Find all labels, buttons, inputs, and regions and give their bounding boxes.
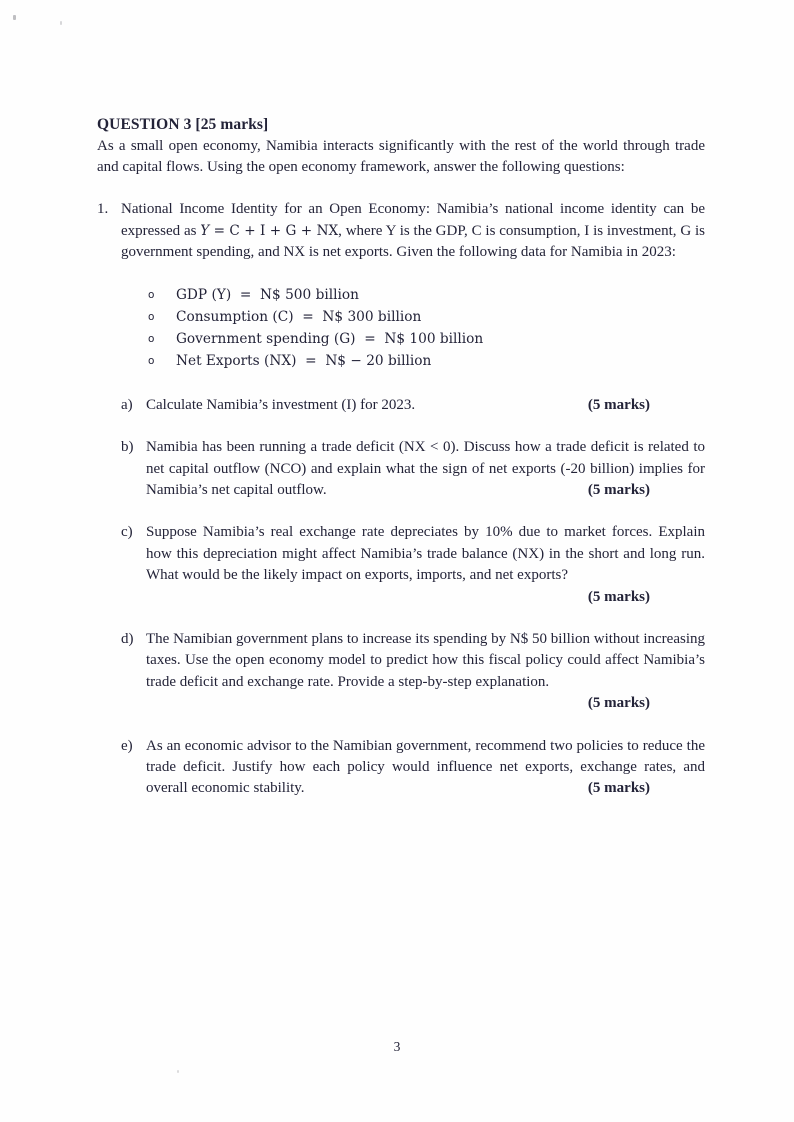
circle-bullet-icon: o [148,333,155,346]
subquestion-letter: c) [121,524,133,541]
data-item-gdp: GDP (Y) = N$ 500 billion [176,286,359,303]
formula-rhs: = C + I + G + NX [209,222,339,239]
scan-artifact [177,1070,179,1073]
question-block [97,114,705,800]
subquestion-letter: d) [121,630,134,647]
item-1-text-after-formula: , where Y is the GDP, C is consumption, I is investment, G is government spending, and NX is net exports. Given the following data for Namibia in 2023: [121,222,705,261]
marks-label: (5 marks) [587,780,650,797]
page-number: 3 [393,1039,401,1054]
question-heading: QUESTION 3 [25 marks] [97,116,269,133]
income-identity-formula [200,223,338,239]
circle-bullet-icon: o [148,355,155,368]
numbered-item-1 [97,199,705,263]
data-list [97,284,705,373]
list-item [146,306,705,328]
formula-variable-y: Y [200,222,210,239]
intro-paragraph: As a small open economy, Namibia interacts significantly with the rest of the world through trade and capital flows. Using the open economy framework, answer the following questions: [97,137,705,175]
subquestion-text [146,437,705,501]
item-number: 1. [97,201,109,218]
marks-label: (5 marks) [587,481,650,498]
subquestion-text [146,395,705,416]
subquestion-letter: a) [121,396,133,413]
list-item [146,350,705,372]
marks-label: (5 marks) [587,695,650,712]
list-item [146,284,705,306]
data-item-consumption: Consumption (C) = N$ 300 billion [176,308,422,325]
circle-bullet-icon: o [148,310,155,323]
data-item-net-exports: Net Exports (NX) = N$ − 20 billion [176,353,432,370]
scan-artifact [60,21,62,25]
subquestion-body: Calculate Namibia’s investment (I) for 2023. [146,396,416,413]
subquestion-body: The Namibian government plans to increase its spending by N$ 50 billion without increasing taxes. Use the open economy model to predict how this fiscal policy could affect Namibia’s trade deficit and exchange rate. Provide a step-by-step explanation. [146,630,705,690]
scan-artifact [13,15,16,20]
subquestion-letter: b) [121,439,134,456]
subquestion-b [97,437,705,501]
subquestion-letter: e) [121,737,133,754]
marks-row [146,693,705,714]
subquestion-body: As an economic advisor to the Namibian government, recommend two policies to reduce the trade deficit. Justify how each policy would influence net exports, exchange rates, and overall economic stability. [146,737,705,797]
subquestion-text [146,522,705,586]
data-item-government-spending: Government spending (G) = N$ 100 billion [176,331,484,348]
subquestion-e [97,736,705,800]
subquestion-a [97,395,705,416]
list-item [146,328,705,350]
subquestion-text [146,629,705,693]
marks-label: (5 marks) [587,396,650,413]
circle-bullet-icon: o [148,288,155,301]
subquestion-c [97,522,705,608]
marks-label: (5 marks) [587,588,650,605]
item-1-text-before-formula: National Income Identity for an Open Economy: Namibia’s national income identity can be expressed as [121,201,705,239]
item-1-text [121,199,705,263]
subquestion-body: Namibia has been running a trade deficit (NX < 0). Discuss how a trade deficit is related to net capital outflow (NCO) and explain what the sign of net exports (-20 billion) implies for Namibia’s net capital outflow. [146,439,705,498]
subquestion-text [146,736,705,800]
subquestion-d [97,629,705,715]
marks-row [146,587,705,608]
subquestion-body: Suppose Namibia’s real exchange rate depreciates by 10% due to market forces. Explain how this depreciation might affect Namibia’s trade balance (NX) in the short and long run. What would be the likely impact on exports, imports, and net exports? [146,524,705,584]
